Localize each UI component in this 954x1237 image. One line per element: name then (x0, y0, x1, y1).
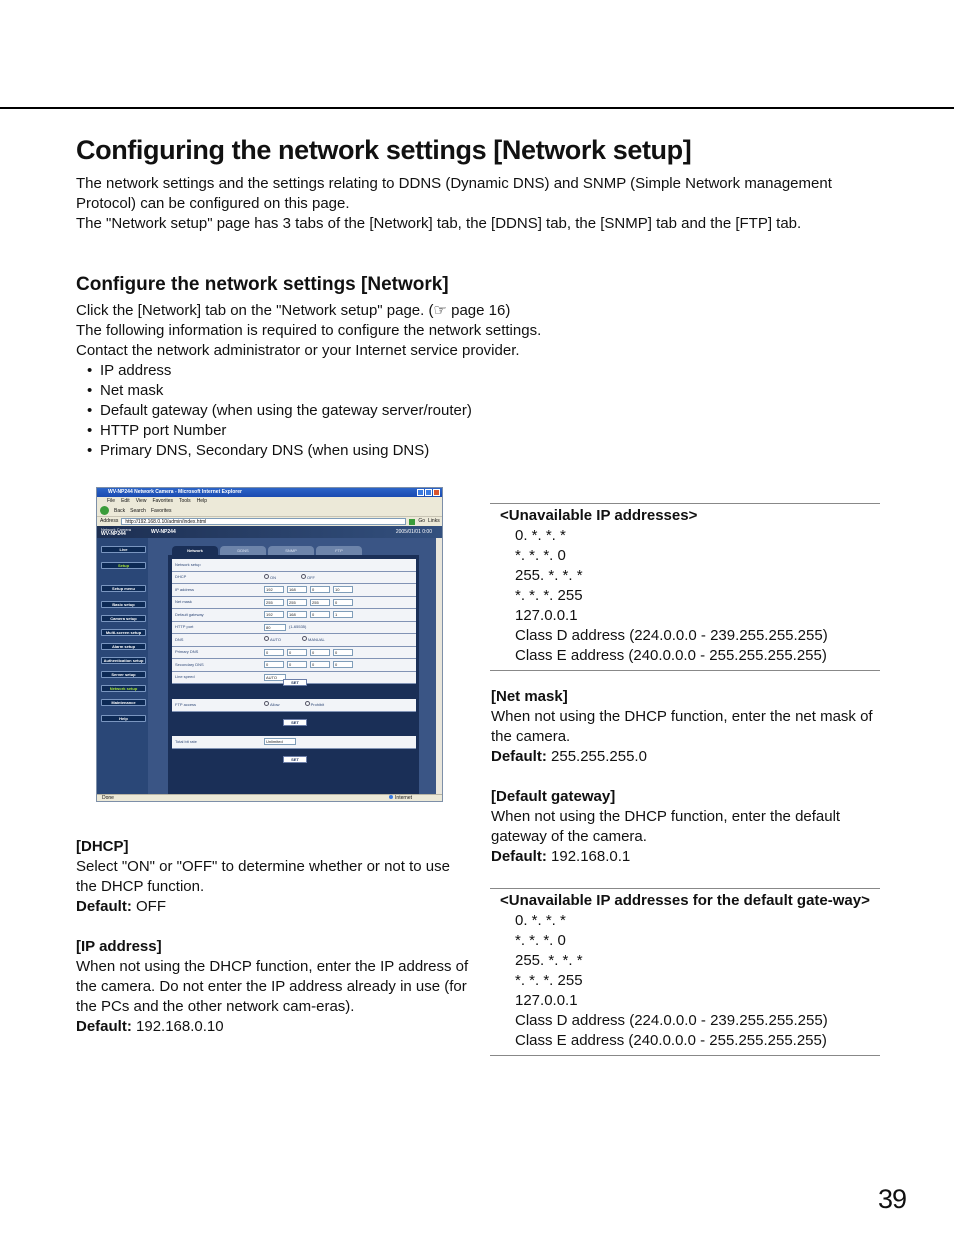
camera-datetime: 2005/01/01 0:00 (395, 529, 432, 535)
tab-ftp[interactable]: FTP (316, 546, 362, 555)
sidebar-item-server-setup[interactable]: Server setup (101, 671, 146, 678)
ip-octet-3[interactable]: 0 (310, 586, 330, 593)
address-bar (97, 517, 442, 526)
gateway-heading: [Default gateway] (491, 788, 616, 805)
sidebar-item-basic-setup[interactable]: Basic setup (101, 601, 146, 608)
unavailable-gateway-item: Class D address (224.0.0.0 - 239.255.255.255) (515, 1012, 828, 1029)
dhcp-text: Select "ON" or "OFF" to determine whether or not to use the DHCP function. (76, 858, 450, 895)
dhcp-label: DHCP (175, 574, 187, 580)
netmask-octet-1[interactable]: 255 (264, 599, 284, 606)
setup-tabs (172, 546, 362, 555)
ip-fields (264, 586, 416, 593)
maximize-icon[interactable] (425, 489, 432, 496)
secondary-dns-octet-1[interactable]: 0 (264, 661, 284, 668)
ftp-prohibit-radio[interactable]: Prohibit (305, 701, 325, 708)
sidebar-item-authentication-setup[interactable]: Authentication setup (101, 657, 146, 664)
ftp-form (172, 699, 416, 712)
unavailable-gateway-item: *. *. *. 0 (515, 932, 566, 949)
unavailable-ip-item: Class E address (240.0.0.0 - 255.255.255.255) (515, 647, 827, 664)
ftp-access-label: FTP access (175, 701, 197, 707)
brand-model: WV-NP244 (101, 531, 126, 537)
list-item: • Primary DNS, Secondary DNS (when using DNS) (76, 441, 636, 461)
secondary-dns-fields (264, 661, 416, 668)
intro-text (76, 174, 876, 234)
dhcp-on-radio[interactable]: ON (264, 574, 276, 581)
tab-snmp[interactable]: SNMP (268, 546, 314, 555)
dns-options (264, 636, 416, 643)
address-input[interactable]: http://192.168.0.10/admin/index.html (121, 518, 406, 525)
unavailable-gateway-item: 127.0.0.1 (515, 992, 578, 1009)
primary-dns-octet-2[interactable]: 0 (287, 649, 307, 656)
ftp-allow-radio[interactable]: Allow (264, 701, 280, 708)
section-paragraph: Contact the network administrator or your Internet service provider. (76, 342, 520, 359)
list-item: • HTTP port Number (76, 421, 636, 441)
gateway-octet-4[interactable]: 1 (333, 611, 353, 618)
set-button[interactable]: SET (283, 756, 307, 763)
camera-main (148, 538, 436, 794)
network-panel (168, 555, 419, 794)
menu-view[interactable]: View (135, 498, 147, 504)
secondary-dns-octet-4[interactable]: 0 (333, 661, 353, 668)
primary-dns-label: Primary DNS (175, 649, 199, 655)
go-icon[interactable] (409, 519, 415, 525)
gateway-octet-2[interactable]: 168 (287, 611, 307, 618)
netmask-default-value: 255.255.255.0 (551, 748, 647, 765)
menu-help[interactable]: Help (196, 498, 207, 504)
sidebar-item-camera-setup[interactable]: Camera setup (101, 615, 146, 622)
gateway-text: When not using the DHCP function, enter the default gateway of the camera. (491, 808, 841, 845)
netmask-octet-2[interactable]: 255 (287, 599, 307, 606)
row-primary-dns (172, 647, 416, 660)
unavailable-gateway-item: Class E address (240.0.0.0 - 255.255.255.255) (515, 1032, 827, 1049)
tab-ddns[interactable]: DDNS (220, 546, 266, 555)
unavailable-ip-item: *. *. *. 255 (515, 587, 583, 604)
section-body (76, 301, 636, 461)
set-button[interactable]: SET (283, 679, 307, 686)
gateway-label: Default gateway (175, 611, 204, 617)
row-dns (172, 634, 416, 647)
unavailable-gateway-item: 0. *. *. * (515, 912, 566, 929)
top-rule (0, 107, 954, 109)
dhcp-heading: [DHCP] (76, 838, 129, 855)
camera-brand (101, 527, 131, 537)
dhcp-options (264, 574, 416, 581)
minimize-icon[interactable] (417, 489, 424, 496)
dns-label: DNS (175, 636, 184, 642)
list-item: • IP address (76, 361, 636, 381)
list-item: • Net mask (76, 381, 636, 401)
primary-dns-fields (264, 649, 416, 656)
http-port-label: HTTP port (175, 624, 194, 630)
sidebar-item-live[interactable]: Live (101, 546, 146, 553)
row-net-mask (172, 597, 416, 610)
intro-paragraph: The "Network setup" page has 3 tabs of the [Network] tab, the [DDNS] tab, the [SNMP] tab and the [FTP] tab. (76, 215, 802, 232)
netmask-octet-4[interactable]: 0 (333, 599, 353, 606)
section-paragraph: The following information is required to configure the network settings. (76, 322, 542, 339)
bit-rate-label: Total bit rate (175, 738, 197, 744)
unavailable-gateway-item: 255. *. *. * (515, 952, 583, 969)
secondary-dns-label: Secondary DNS (175, 661, 204, 667)
browser-screenshot (96, 487, 443, 802)
row-ftp-access (172, 699, 416, 712)
unavailable-gateway-item: *. *. *. 255 (515, 972, 583, 989)
form-header: Network setup (175, 561, 201, 567)
primary-dns-octet-1[interactable]: 0 (264, 649, 284, 656)
unavailable-ip-box (490, 503, 880, 671)
address-label: Address (100, 518, 119, 524)
gateway-default-label: Default: (491, 848, 547, 865)
unavailable-ip-item: Class D address (224.0.0.0 - 239.255.255.255) (515, 627, 828, 644)
row-default-gateway (172, 609, 416, 622)
netmask-heading: [Net mask] (491, 688, 568, 705)
http-port-input[interactable]: 80 (264, 624, 286, 631)
row-http-port (172, 622, 416, 635)
ip-octet-1[interactable]: 192 (264, 586, 284, 593)
back-button[interactable]: Back (114, 507, 126, 514)
status-text: Done (102, 795, 114, 801)
close-icon[interactable] (433, 489, 440, 496)
ip-label: IP address (175, 586, 195, 592)
sidebar-item-network-setup[interactable]: Network setup (101, 685, 146, 692)
http-port-fields (264, 624, 416, 631)
ip-octet-2[interactable]: 168 (287, 586, 307, 593)
favorites-button[interactable]: Favorites (150, 507, 172, 514)
camera-sidebar (97, 538, 148, 794)
row-ip-address (172, 584, 416, 597)
gateway-fields (264, 611, 416, 618)
form-header-row (172, 559, 416, 572)
ip-octet-4[interactable]: 10 (333, 586, 353, 593)
unavailable-ip-item: *. *. *. 0 (515, 547, 566, 564)
unavailable-ip-item: 255. *. *. * (515, 567, 583, 584)
tab-network[interactable]: Network (172, 546, 218, 555)
ftp-options (264, 701, 416, 708)
page-title: Configuring the network settings [Network setup] (76, 135, 692, 165)
window-controls (417, 489, 440, 496)
unavailable-ip-item: 127.0.0.1 (515, 607, 578, 624)
go-button[interactable]: Go (418, 518, 426, 524)
page-number: 39 (878, 1184, 907, 1214)
menu-tools[interactable]: Tools (179, 498, 191, 504)
sidebar-item-alarm-setup[interactable]: Alarm setup (101, 643, 146, 650)
gateway-octet-1[interactable]: 192 (264, 611, 284, 618)
section-paragraph: Click the [Network] tab on the "Network setup" page. (☞ page 16) (76, 302, 511, 319)
primary-dns-octet-4[interactable]: 0 (333, 649, 353, 656)
ip-heading: [IP address] (76, 938, 162, 955)
unavailable-ip-item: 0. *. *. * (515, 527, 566, 544)
sidebar-item-setup[interactable]: Setup (101, 562, 146, 569)
line-speed-label: Line speed (175, 674, 195, 680)
unavailable-gateway-box (490, 888, 880, 1056)
intro-paragraph: The network settings and the settings relating to DDNS (Dynamic DNS) and SNMP (Simple Network management Protocol) can be configured on this page. (76, 175, 832, 212)
menu-edit[interactable]: Edit (121, 498, 130, 504)
required-items-list (76, 361, 636, 461)
sidebar-item-multi-screen-setup[interactable]: Multi-screen setup (101, 629, 146, 636)
window-title: WV-NP244 Network Camera - Microsoft Internet Explorer (108, 489, 242, 495)
gateway-octet-3[interactable]: 0 (310, 611, 330, 618)
camera-model: WV-NP244 (151, 529, 176, 535)
status-zone: Internet (389, 795, 412, 802)
menu-file[interactable]: File (107, 498, 116, 504)
bit-rate-select[interactable]: Unlimited (264, 738, 296, 745)
netmask-default-label: Default: (491, 748, 547, 765)
row-total-bit-rate (172, 736, 416, 749)
line-speed-select[interactable]: AUTO (264, 674, 286, 681)
netmask-octet-3[interactable]: 255 (310, 599, 330, 606)
unavailable-gateway-heading: <Unavailable IP addresses for the default gate-way> (500, 892, 870, 909)
ip-default-label: Default: (76, 1018, 132, 1035)
camera-header (97, 526, 442, 538)
bit-rate-fields (264, 738, 416, 745)
unavailable-ip-heading: <Unavailable IP addresses> (500, 507, 698, 524)
secondary-dns-octet-3[interactable]: 0 (310, 661, 330, 668)
sidebar-item-help[interactable]: Help (101, 715, 146, 722)
right-column-text (491, 687, 881, 867)
section-heading: Configure the network settings [Network] (76, 274, 449, 295)
browser-title-bar (97, 488, 442, 497)
left-column (76, 837, 471, 1037)
http-port-hint: (1-65535) (289, 624, 307, 630)
set-button[interactable]: SET (283, 719, 307, 726)
row-secondary-dns (172, 659, 416, 672)
page-scrollbar[interactable] (436, 538, 442, 794)
dhcp-default-value: OFF (136, 898, 167, 915)
brand-small: Network Camera (101, 527, 132, 532)
links-button[interactable]: Links (428, 518, 440, 524)
row-dhcp (172, 572, 416, 585)
dhcp-off-radio[interactable]: OFF (301, 574, 315, 581)
sidebar-item-setup-menu[interactable]: Setup menu (101, 585, 146, 592)
network-form (172, 559, 416, 684)
search-button[interactable]: Search (130, 507, 146, 514)
camera-page (97, 526, 442, 794)
gateway-default-value: 192.168.0.1 (551, 848, 631, 865)
primary-dns-octet-3[interactable]: 0 (310, 649, 330, 656)
browser-toolbar (97, 505, 442, 517)
netmask-label: Net mask (175, 599, 192, 605)
netmask-text: When not using the DHCP function, enter the net mask of the camera. (491, 708, 873, 745)
list-item: • Default gateway (when using the gateway server/router) (76, 401, 636, 421)
dns-auto-radio[interactable]: AUTO (264, 636, 281, 643)
ip-default-value: 192.168.0.10 (136, 1018, 224, 1035)
sidebar-item-maintenance[interactable]: Maintenance (101, 699, 146, 706)
back-icon[interactable] (100, 506, 109, 515)
netmask-fields (264, 599, 416, 606)
dhcp-default-label: Default: (76, 898, 132, 915)
ip-text: When not using the DHCP function, enter the IP address of the camera. Do not enter the IP address already in use (for the PCs and the other network cam-eras). (76, 958, 469, 1015)
browser-status-bar (97, 794, 442, 801)
browser-menu-bar (97, 497, 442, 505)
dns-manual-radio[interactable]: MANUAL (302, 636, 325, 643)
secondary-dns-octet-2[interactable]: 0 (287, 661, 307, 668)
menu-favorites[interactable]: Favorites (152, 498, 173, 504)
bitrate-form (172, 736, 416, 749)
